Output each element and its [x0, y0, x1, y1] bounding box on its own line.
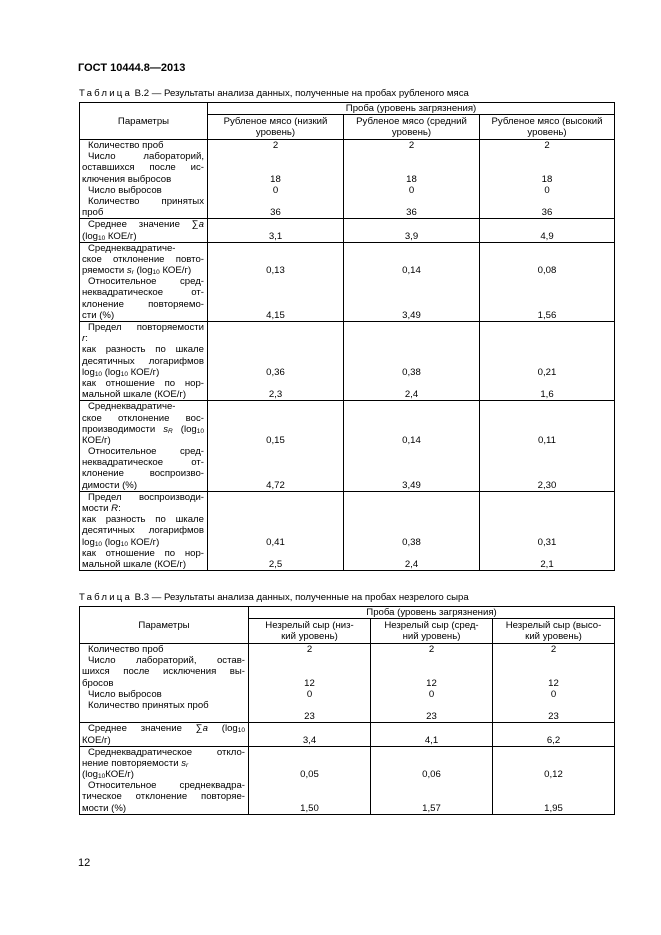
table-b2-param-header: Параметры	[80, 103, 208, 140]
table-b2-value-cell: 0,08 1,56	[480, 242, 615, 321]
table-b3-value-cell: 3,4	[249, 723, 371, 746]
table-b3-param-cell: Количество проб Число лабораторий, остав- шихся после исключения вы- бросов Число выбросов Количество принятых проб	[80, 644, 249, 723]
table-b2-value-cell: 0,14 3,49	[344, 401, 480, 492]
table-b2-col3-header: Рубленое мясо (высокий уровень)	[480, 115, 615, 140]
table-b3-col1-header: Незрелый сыр (низ- кий уровень)	[249, 619, 371, 644]
table-b2-value-cell: 0,31 2,1	[480, 491, 615, 570]
sum-a-label: Среднее значение ∑a	[88, 219, 204, 231]
table-b2-value-cell: 0,38 2,4	[344, 322, 480, 401]
table-b2-value-cell: 2 18 0 36	[344, 140, 480, 219]
table-b3-value-cell: 6,2	[493, 723, 615, 746]
table-b2-param-cell: Среднее значение ∑a ($\log_{10}$ КОЕ/г)	[80, 219, 208, 242]
table-b3-param-cell: Среднеквадратическое откло- нение повторяемости $s_r$ $(\log_{10}КОЕ/г)$ Относительное среднеквадра- тическое отклонение повторяе- мости (%)	[80, 746, 249, 814]
table-b2-param-cell: Предел повторяемости r: как разность по шкале десятичных логарифмов $\log_{10} (\log_{10}$ КОЕ/г) как отношение по нор- мальной шкале (КОЕ/г)	[80, 322, 208, 401]
table-b2-caption-label: Таблица	[79, 88, 133, 99]
table-row	[80, 242, 615, 321]
table-b3-col2-header: Незрелый сыр (сред- ний уровень)	[371, 619, 493, 644]
table-b2-value-cell: 0,11 2,30	[480, 401, 615, 492]
table-row	[80, 644, 615, 723]
table-b2-value-cell: 0,41 2,5	[208, 491, 344, 570]
table-row	[80, 322, 615, 401]
table-b2-col2-header: Рубленое мясо (средний уровень)	[344, 115, 480, 140]
table-b2-param-cell: Количество проб Число лабораторий, оставшихся после ис- ключения выбросов Число выбросов Количество принятых проб	[80, 140, 208, 219]
document-header: ГОСТ 10444.8—2013	[78, 62, 186, 74]
table-row	[80, 746, 615, 814]
table-b2-caption	[79, 88, 469, 99]
table-b2	[79, 102, 615, 571]
table-b3-col3-header: Незрелый сыр (высо- кий уровень)	[493, 619, 615, 644]
table-b3-value-cell: 2 12 0 23	[249, 644, 371, 723]
table-b2-value-cell: 0,14 3,49	[344, 242, 480, 321]
table-b3-value-cell: 2 12 0 23	[493, 644, 615, 723]
table-b3-value-cell: 0,05 1,50	[249, 746, 371, 814]
table-b2-col1-header: Рубленое мясо (низкий уровень)	[208, 115, 344, 140]
table-b2-value-cell: 3,1	[208, 219, 344, 242]
page-number: 12	[78, 857, 91, 869]
table-b3-caption-text: В.3 — Результаты анализа данных, полученные на пробах незрелого сыра	[132, 592, 469, 603]
table-b2-group-header: Проба (уровень загрязнения)	[208, 103, 615, 115]
table-b3-value-cell: 2 12 0 23	[371, 644, 493, 723]
table-b3	[79, 606, 615, 815]
table-row	[80, 491, 615, 570]
table-row	[80, 401, 615, 492]
table-b3-group-header: Проба (уровень загрязнения)	[249, 607, 615, 619]
table-b2-value-cell: 2 18 0 36	[208, 140, 344, 219]
table-b2-value-cell: 0,13 4,15	[208, 242, 344, 321]
table-b2-value-cell: 0,15 4,72	[208, 401, 344, 492]
table-row	[80, 723, 615, 746]
table-b2-param-cell: Предел воспроизводи- мости R: как разность по шкале десятичных логарифмов $\log_{10} (\log_{10}$ КОЕ/г) как отношение по нор- мальной шкале (КОЕ/г)	[80, 491, 208, 570]
table-b2-value-cell: 0,38 2,4	[344, 491, 480, 570]
table-b2-value-cell: 2 18 0 36	[480, 140, 615, 219]
table-b3-value-cell: 4,1	[371, 723, 493, 746]
table-row	[80, 219, 615, 242]
table-b2-param-cell: Среднеквадратиче- ское отклонение вос- производимости $s_R$ ($\log_{10}$ КОЕ/г) Относительное сред- неквадратическое от- клонение воспроизво- димости (%)	[80, 401, 208, 492]
table-b2-param-cell: Среднеквадратиче- ское отклонение повто- ряемости $s_r$ ($\log_{10}$ КОЕ/г) Относительное сред- неквадратическое от- клонение повторяемо- сти (%)	[80, 242, 208, 321]
table-b3-value-cell: 0,12 1,95	[493, 746, 615, 814]
table-b2-caption-text: В.2 — Результаты анализа данных, полученные на пробах рубленого мяса	[132, 88, 469, 99]
table-b3-param-header: Параметры	[80, 607, 249, 644]
table-row	[80, 140, 615, 219]
table-b2-value-cell: 4,9	[480, 219, 615, 242]
table-b2-value-cell: 3,9	[344, 219, 480, 242]
table-b2-value-cell: 0,36 2,3	[208, 322, 344, 401]
table-b2-value-cell: 0,21 1,6	[480, 322, 615, 401]
table-b3-value-cell: 0,06 1,57	[371, 746, 493, 814]
table-b3-param-cell: Среднее значение ∑a ($\log_{10}$ КОЕ/г)	[80, 723, 249, 746]
table-b3-caption	[79, 592, 469, 603]
table-b3-caption-label: Таблица	[79, 592, 133, 603]
